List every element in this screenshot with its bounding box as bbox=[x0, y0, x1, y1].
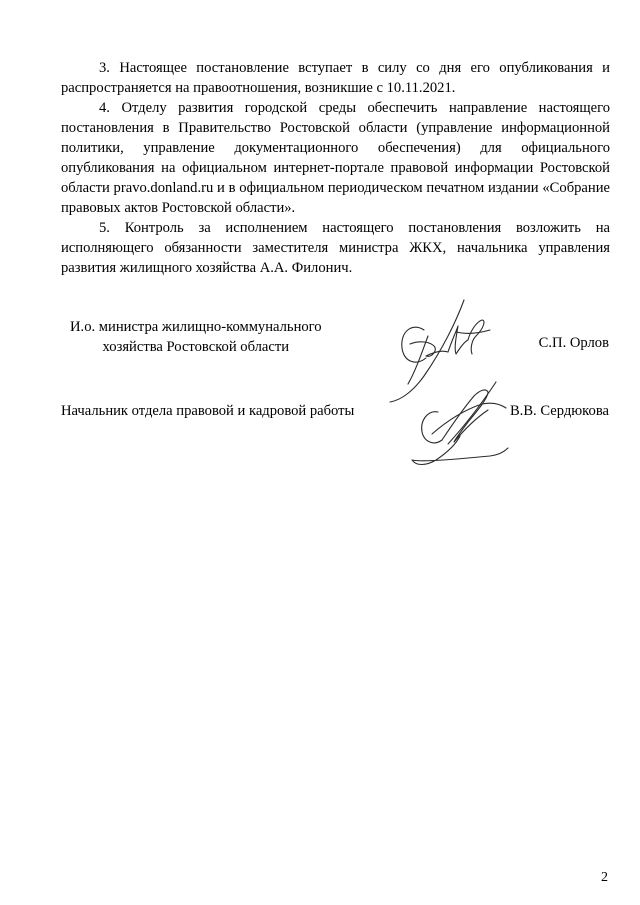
paragraph-5: 5. Контроль за исполнением настоящего постановления возложить на исполняющего обязанности заместителя министра ЖКХ, начальника управления развития жилищного хозяйства А.А. Филонич. bbox=[61, 220, 610, 276]
signatory-1-title-line-2: хозяйства Ростовской области bbox=[102, 339, 290, 355]
signatory-1-title bbox=[70, 317, 322, 357]
signatory-2-name: В.В. Сердюкова bbox=[509, 403, 609, 419]
signatory-2-title: Начальник отдела правовой и кадровой работы bbox=[61, 403, 355, 419]
paragraph-4: 4. Отделу развития городской среды обеспечить направление настоящего постановления в Правительство Ростовской области (управление информационной политики, управление документационного обеспечения) для официального опубликования на официальном интернет-портале правовой информации Ростовской области pravo.donland.ru и в официальном периодическом печатном издании «Собрание правовых актов Ростовской области». bbox=[61, 100, 610, 216]
paragraph-3: 3. Настоящее постановление вступает в силу со дня его опубликования и распространяется на правоотношения, возникшие с 10.11.2021. bbox=[61, 60, 610, 96]
signatory-1-title-line-1: И.о. министра жилищно-коммунального bbox=[70, 319, 322, 335]
document-body bbox=[61, 58, 610, 278]
signatory-1-name: С.П. Орлов bbox=[538, 335, 609, 351]
handwritten-signature-icon bbox=[408, 380, 513, 472]
page-number: 2 bbox=[601, 870, 608, 885]
